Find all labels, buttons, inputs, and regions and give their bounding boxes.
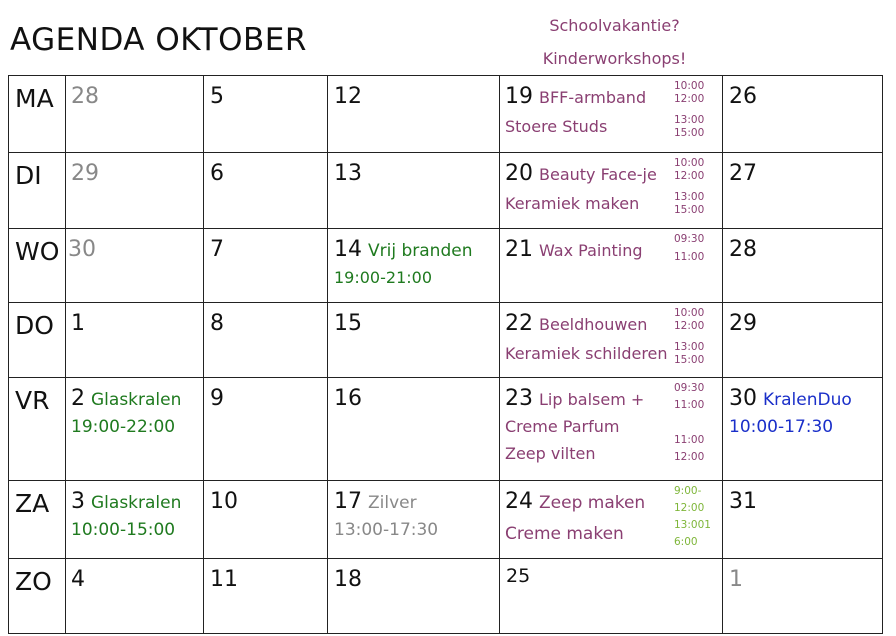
day-number: 25 [506,565,531,587]
workshop-name: Zeep maken [539,493,646,513]
day-number: 21 [505,237,533,262]
row-do [9,303,883,378]
time-label: 15:00 [674,204,705,216]
day-number: 24 [505,489,533,514]
day-label-cell [9,229,66,303]
workshop-name: Lip balsem + [539,390,645,409]
day-number: 13 [334,161,362,186]
time-label: 09:30 [674,382,705,394]
promo-line-1: Schoolvakantie? [549,16,680,35]
day-number: 28 [729,237,757,262]
time-label: 12:00 [674,93,705,105]
day-number: 22 [505,311,533,336]
workshop-name: Wax Painting [539,241,643,260]
day-label-cell [9,481,66,559]
time-label: 6:00 [674,536,698,548]
promo-line-2: Kinderworkshops! [542,49,687,68]
day-number: 1 [729,567,743,592]
event-time: 19:00-22:00 [71,417,176,437]
time-label: 13:00 [674,341,705,353]
day-cell[interactable] [328,76,500,153]
row-wo [9,229,883,303]
day-cell[interactable] [328,481,500,559]
time-label: 11:00 [674,251,705,263]
day-label: ZO [15,567,52,596]
day-cell[interactable] [328,378,500,481]
workshop-name: Stoere Studs [505,117,608,136]
day-cell[interactable] [500,229,723,303]
day-cell[interactable] [723,481,883,559]
row-zo [9,559,883,634]
day-cell[interactable] [723,303,883,378]
day-label-cell [9,378,66,481]
time-label: 13:00 [674,114,705,126]
day-number: 10 [210,489,238,514]
day-cell[interactable] [500,559,723,634]
row-za [9,481,883,559]
day-cell[interactable] [723,229,883,303]
day-cell[interactable] [500,481,723,559]
event-time: 19:00-21:00 [334,268,432,287]
day-cell[interactable] [328,559,500,634]
event-time: 13:00-17:30 [334,520,439,540]
day-number: 16 [334,386,362,411]
workshop-name: Creme Parfum [505,417,620,436]
event-name: KralenDuo [763,390,852,410]
day-number: 5 [210,84,224,109]
day-cell[interactable] [66,303,204,378]
day-number: 29 [729,311,757,336]
workshop-name: Keramiek maken [505,194,640,213]
day-cell[interactable] [204,481,328,559]
day-cell[interactable] [66,559,204,634]
day-cell[interactable] [204,559,328,634]
day-label: ZA [15,489,50,518]
day-number: 8 [210,311,224,336]
workshop-name: Creme maken [505,524,624,544]
day-label-cell [9,303,66,378]
day-number: 19 [505,84,533,109]
day-number: 1 [71,311,85,336]
day-cell[interactable] [328,303,500,378]
day-number: 26 [729,84,757,109]
day-number: 30 [729,386,757,411]
time-label: 10:00 [674,80,705,92]
time-label: 12:00 [674,451,705,463]
day-number: 12 [334,84,362,109]
day-number: 6 [210,161,224,186]
workshop-name: Keramiek schilderen [505,344,668,363]
day-number: 9 [210,386,224,411]
day-cell[interactable] [500,76,723,153]
day-number: 20 [505,161,533,186]
day-cell[interactable] [328,229,500,303]
day-cell[interactable] [66,481,204,559]
time-label: 10:00 [674,157,705,169]
day-label: DO [15,311,54,340]
row-di [9,153,883,229]
day-label: DI [15,161,42,190]
workshop-times [674,157,718,217]
day-number: 3 [71,489,85,514]
day-cell[interactable] [66,229,204,303]
row-ma [9,76,883,153]
calendar-grid [8,75,883,634]
time-label: 09:30 [674,233,705,245]
day-cell[interactable] [723,153,883,229]
day-cell[interactable] [204,153,328,229]
day-label: WO [15,237,60,266]
day-number: 28 [71,84,99,109]
event-name: Vrij branden [368,241,473,261]
time-label: 15:00 [674,127,705,139]
day-number: 15 [334,311,362,336]
event-time: 10:00-17:30 [729,417,834,437]
workshop-name: Zeep vilten [505,444,596,463]
day-number: 29 [71,161,99,186]
day-cell[interactable] [328,153,500,229]
workshop-times [674,485,718,549]
page-title: AGENDA OKTOBER [10,22,307,58]
row-vr [9,378,883,481]
day-cell[interactable] [204,76,328,153]
day-number: 18 [334,567,362,592]
day-cell[interactable] [204,303,328,378]
event-name: Glaskralen [91,493,182,513]
time-label: 11:00 [674,399,705,411]
day-label-cell [9,559,66,634]
day-cell[interactable] [66,76,204,153]
day-cell[interactable] [500,378,723,481]
time-label: 13:001 [674,519,711,531]
event-time: 10:00-15:00 [71,520,176,540]
event-name: Glaskralen [91,390,182,410]
day-cell[interactable] [500,153,723,229]
time-label: 13:00 [674,191,705,203]
day-number: 4 [71,567,85,592]
day-cell[interactable] [204,229,328,303]
day-number: 17 [334,489,362,514]
time-label: 10:00 [674,307,705,319]
workshop-name: Beeldhouwen [539,315,648,334]
time-label: 12:00 [674,320,705,332]
day-number: 23 [505,386,533,411]
day-cell[interactable] [500,303,723,378]
day-number: 11 [210,567,238,592]
day-label: VR [15,386,50,415]
day-cell[interactable] [723,559,883,634]
day-number: 31 [729,489,757,514]
workshop-times [674,307,718,367]
day-label-cell [9,76,66,153]
day-number: 2 [71,386,85,411]
event-name: Zilver [368,493,417,513]
day-cell[interactable] [723,76,883,153]
day-number: 30 [68,237,96,262]
workshop-times [674,233,718,264]
workshop-name: Beauty Face-je [539,165,657,184]
day-label-cell [9,153,66,229]
time-label: 11:00 [674,434,705,446]
time-label: 15:00 [674,354,705,366]
time-label: 12:00 [674,502,705,514]
time-label: 9:00- [674,485,702,497]
day-cell[interactable] [204,378,328,481]
time-label: 12:00 [674,170,705,182]
day-number: 14 [334,237,362,262]
day-cell[interactable] [723,378,883,481]
workshop-name: BFF-armband [539,88,647,107]
workshop-times [674,382,718,464]
day-cell[interactable] [66,153,204,229]
day-label: MA [15,84,54,113]
day-number: 27 [729,161,757,186]
workshop-times [674,80,718,140]
day-number: 7 [210,237,224,262]
day-cell[interactable] [66,378,204,481]
